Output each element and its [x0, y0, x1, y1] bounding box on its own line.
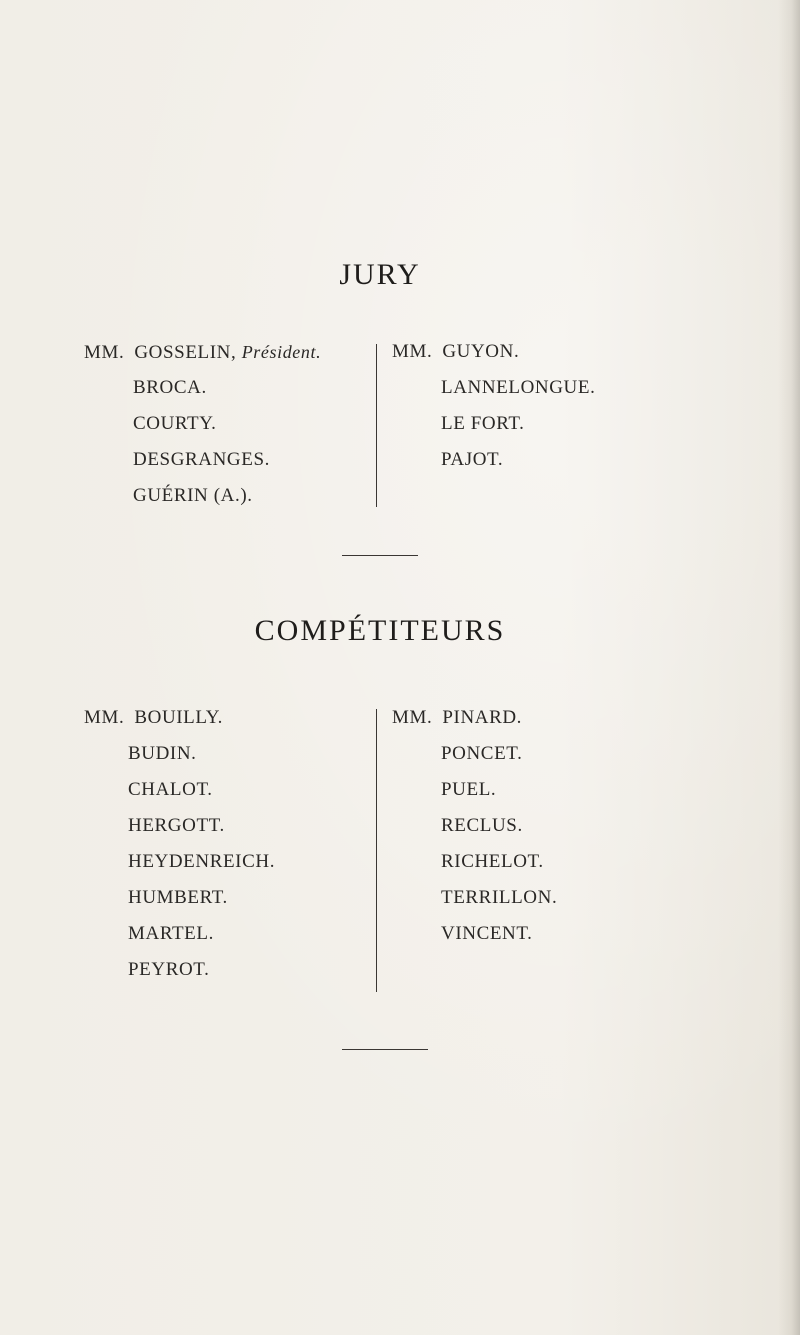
competitor: RECLUS.: [441, 815, 523, 836]
competitor: [392, 700, 557, 736]
section-divider: [342, 555, 418, 556]
page-edge-shadow: [778, 0, 800, 1335]
competitor: HEYDENREICH.: [128, 851, 276, 872]
competitor: CHALOT.: [128, 779, 213, 800]
jury-left-prefix: MM.: [84, 342, 125, 363]
competiteurs-column-divider: [376, 709, 377, 992]
competitor: RICHELOT.: [441, 851, 544, 872]
section-divider: [342, 1049, 428, 1050]
jury-member: [84, 334, 321, 370]
jury-member: DESGRANGES.: [133, 449, 270, 470]
jury-heading: JURY: [339, 258, 421, 291]
competitor: MARTEL.: [128, 923, 214, 944]
competiteurs-right-column: [392, 700, 557, 952]
jury-member: [392, 334, 595, 370]
competitor: HUMBERT.: [128, 887, 228, 908]
competitor: PEYROT.: [128, 959, 210, 980]
jury-member: LE FORT.: [441, 413, 525, 434]
competitor: HERGOTT.: [128, 815, 225, 836]
competiteurs-heading: COMPÉTITEURS: [254, 614, 506, 647]
competitor: BUDIN.: [128, 743, 197, 764]
competiteurs-left-column: [84, 700, 275, 988]
competitor: PONCET.: [441, 743, 523, 764]
competitor-name: PINARD.: [442, 707, 523, 728]
jury-right-column: [392, 334, 595, 478]
jury-member: LANNELONGUE.: [441, 377, 596, 398]
jury-column-divider: [376, 344, 377, 507]
jury-member: GUÉRIN (A.).: [133, 485, 253, 506]
competitor: TERRILLON.: [441, 887, 558, 908]
competitor: [84, 700, 275, 736]
competitor: VINCENT.: [441, 923, 533, 944]
jury-right-prefix: MM.: [392, 341, 433, 362]
competitor-name: BOUILLY.: [134, 707, 223, 728]
competitor: PUEL.: [441, 779, 497, 800]
jury-member: PAJOT.: [441, 449, 504, 470]
competiteurs-left-prefix: MM.: [84, 707, 125, 728]
jury-member-name: GUYON.: [442, 341, 520, 362]
president-title: Président.: [241, 342, 322, 362]
jury-member-name: GOSSELIN,: [134, 342, 237, 363]
competiteurs-right-prefix: MM.: [392, 707, 433, 728]
jury-member: BROCA.: [133, 377, 207, 398]
jury-member: COURTY.: [133, 413, 217, 434]
jury-left-column: [84, 334, 321, 514]
